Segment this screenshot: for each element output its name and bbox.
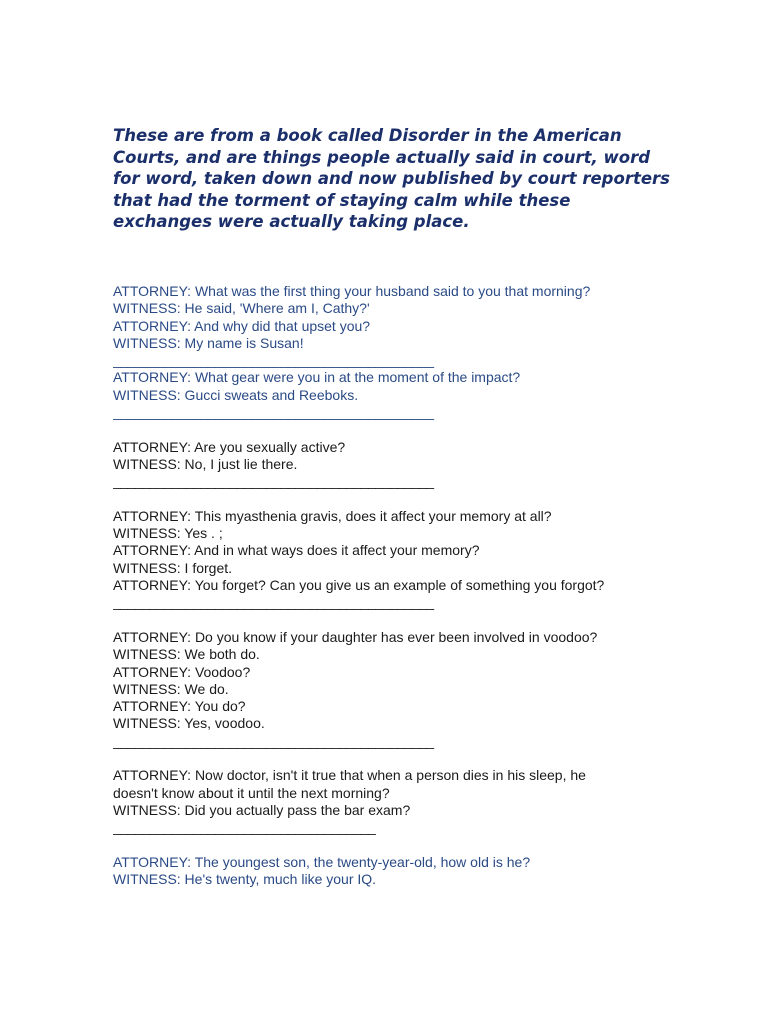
separator-line: ____________________________________________: [113, 404, 434, 421]
transcript-line: ATTORNEY: What gear were you in at the moment of the impact?: [113, 369, 521, 386]
transcript-line: WITNESS: My name is Susan!: [113, 334, 304, 351]
separator-line: ____________________________________________: [113, 352, 434, 369]
transcript-line: WITNESS: I forget.: [113, 559, 233, 576]
transcript-line: WITNESS: Yes . ;: [113, 525, 223, 542]
spacer: [113, 612, 673, 629]
spacer: [113, 750, 673, 767]
transcript-line: ATTORNEY: This myasthenia gravis, does it affect your memory at all?: [113, 507, 552, 524]
transcript-line: ATTORNEY: Voodoo?: [113, 663, 251, 680]
transcript-line: WITNESS: Did you actually pass the bar exam?: [113, 801, 411, 818]
transcript-line: ATTORNEY: What was the first thing your husband said to you that morning?: [113, 283, 591, 299]
separator-line: ____________________________________: [113, 819, 376, 836]
transcript-line: WITNESS: We do.: [113, 680, 229, 697]
transcript-line: ATTORNEY: And why did that upset you?: [113, 317, 371, 334]
transcript-line: WITNESS: He's twenty, much like your IQ.: [113, 871, 377, 888]
separator-line: ____________________________________________: [113, 594, 434, 611]
transcript-line: ATTORNEY: You do?: [113, 698, 246, 715]
separator-line: ____________________________________________: [113, 473, 434, 490]
transcript-line: WITNESS: He said, 'Where am I, Cathy?': [113, 300, 370, 317]
transcript-line: ATTORNEY: Now doctor, isn't it true that when a person dies in his sleep, he: [113, 767, 586, 784]
spacer: [113, 491, 673, 508]
transcript-line: ATTORNEY: You forget? Can you give us an example of something you forgot?: [113, 577, 605, 594]
transcript-line: ATTORNEY: The youngest son, the twenty-year-old, how old is he?: [113, 853, 531, 870]
separator-line: ____________________________________________: [113, 732, 434, 749]
transcript-line: WITNESS: We both do.: [113, 646, 260, 663]
transcript-line: WITNESS: Yes, voodoo.: [113, 715, 265, 732]
intro-heading: These are from a book called Disorder in the American Courts, and are things people actually said in court, word for word, taken down and now published by court reporters that had the torment of staying calm while these exchanges were actually taking place.: [113, 126, 670, 231]
transcript: [113, 283, 673, 888]
spacer: [113, 421, 673, 438]
transcript-line: ATTORNEY: Do you know if your daughter has ever been involved in voodoo?: [113, 628, 598, 645]
transcript-line: ATTORNEY: Are you sexually active?: [113, 438, 346, 455]
transcript-line: WITNESS: Gucci sweats and Reeboks.: [113, 386, 359, 403]
transcript-line: doesn't know about it until the next morning?: [113, 784, 390, 801]
spacer: [113, 837, 673, 854]
transcript-line: ATTORNEY: And in what ways does it affect your memory?: [113, 542, 480, 559]
transcript-line: WITNESS: No, I just lie there.: [113, 455, 298, 472]
